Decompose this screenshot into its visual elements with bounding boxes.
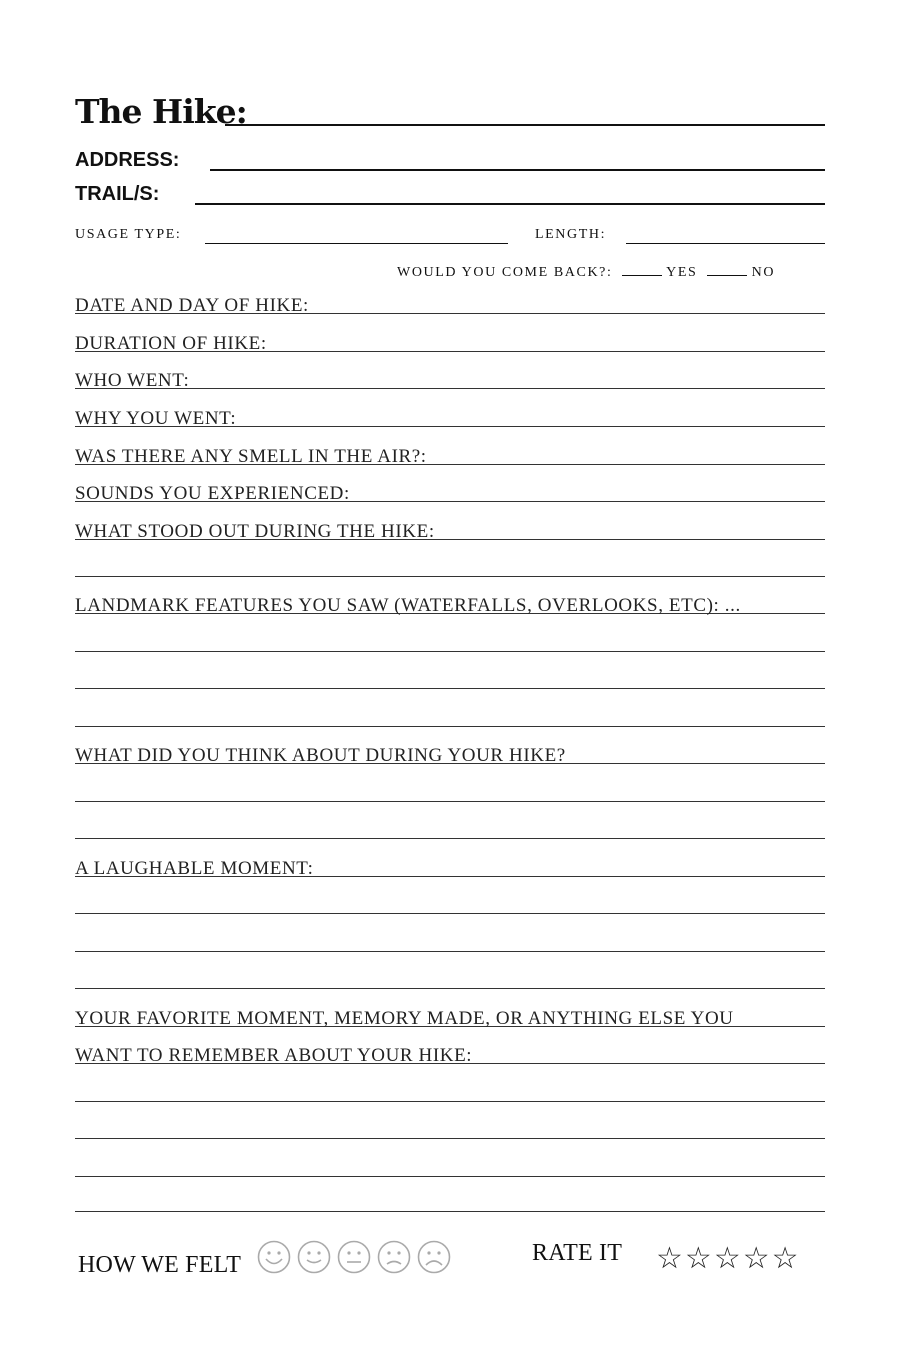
no-blank[interactable]: [707, 275, 747, 276]
yes-label: YES: [666, 265, 698, 280]
favorite-moment-label: YOUR FAVORITE MOMENT, MEMORY MADE, OR ANYTHING ELSE YOU: [75, 1008, 734, 1029]
writing-line[interactable]: [75, 913, 825, 914]
writing-line[interactable]: [75, 688, 825, 689]
writing-line[interactable]: [75, 1101, 825, 1102]
trails-label: TRAIL/S:: [75, 183, 160, 205]
title-line[interactable]: [225, 124, 825, 126]
come-back-label: WOULD YOU COME BACK?:: [397, 265, 613, 280]
writing-line[interactable]: [75, 838, 825, 839]
writing-line[interactable]: [75, 1176, 825, 1177]
page-title: The Hike:: [75, 92, 247, 131]
yes-blank[interactable]: [622, 275, 662, 276]
star-icon[interactable]: ☆: [713, 1241, 741, 1276]
come-back-row: [397, 265, 775, 281]
length-field[interactable]: [626, 243, 825, 244]
laughable-moment-label: A LAUGHABLE MOMENT:: [75, 858, 314, 879]
who-went-label: WHO WENT:: [75, 370, 190, 391]
sad-face-icon[interactable]: [377, 1240, 411, 1274]
usage-type-field[interactable]: [205, 243, 508, 244]
very-happy-face-icon[interactable]: [257, 1240, 291, 1274]
smell-label: WAS THERE ANY SMELL IN THE AIR?:: [75, 446, 427, 467]
usage-type-label: USAGE TYPE:: [75, 227, 182, 242]
trails-field[interactable]: [195, 203, 825, 205]
happy-face-icon[interactable]: [297, 1240, 331, 1274]
star-icon[interactable]: ☆: [656, 1241, 683, 1276]
date-label: DATE AND DAY OF HIKE:: [75, 295, 309, 316]
writing-line[interactable]: [75, 951, 825, 952]
duration-label: DURATION OF HIKE:: [75, 333, 267, 354]
address-field[interactable]: [210, 169, 825, 171]
sounds-label: SOUNDS YOU EXPERIENCED:: [75, 483, 350, 504]
writing-line[interactable]: [75, 651, 825, 652]
writing-line[interactable]: [75, 1211, 825, 1212]
writing-line[interactable]: [75, 801, 825, 802]
no-label: NO: [751, 265, 776, 280]
writing-line[interactable]: [75, 988, 825, 989]
star-icon[interactable]: ☆: [742, 1241, 770, 1276]
length-label: LENGTH:: [535, 227, 607, 242]
rate-it-label: RATE IT: [532, 1240, 623, 1266]
star-icon[interactable]: ☆: [684, 1241, 712, 1276]
writing-line[interactable]: [75, 576, 825, 577]
very-sad-face-icon[interactable]: [417, 1240, 451, 1274]
think-about-label: WHAT DID YOU THINK ABOUT DURING YOUR HIKE?: [75, 745, 566, 766]
how-we-felt-label: HOW WE FELT: [78, 1252, 242, 1278]
stood-out-label: WHAT STOOD OUT DURING THE HIKE:: [75, 521, 435, 542]
neutral-face-icon[interactable]: [337, 1240, 371, 1274]
writing-line[interactable]: [75, 1138, 825, 1139]
mood-faces: [257, 1240, 451, 1274]
rating-stars: [656, 1242, 799, 1276]
favorite-moment-label-2: WANT TO REMEMBER ABOUT YOUR HIKE:: [75, 1045, 473, 1066]
address-label: ADDRESS:: [75, 149, 180, 171]
star-icon[interactable]: ☆: [771, 1241, 799, 1276]
writing-line[interactable]: [75, 726, 825, 727]
why-went-label: WHY YOU WENT:: [75, 408, 237, 429]
landmarks-label: LANDMARK FEATURES YOU SAW (WATERFALLS, OVERLOOKS, ETC): ...: [75, 595, 741, 616]
